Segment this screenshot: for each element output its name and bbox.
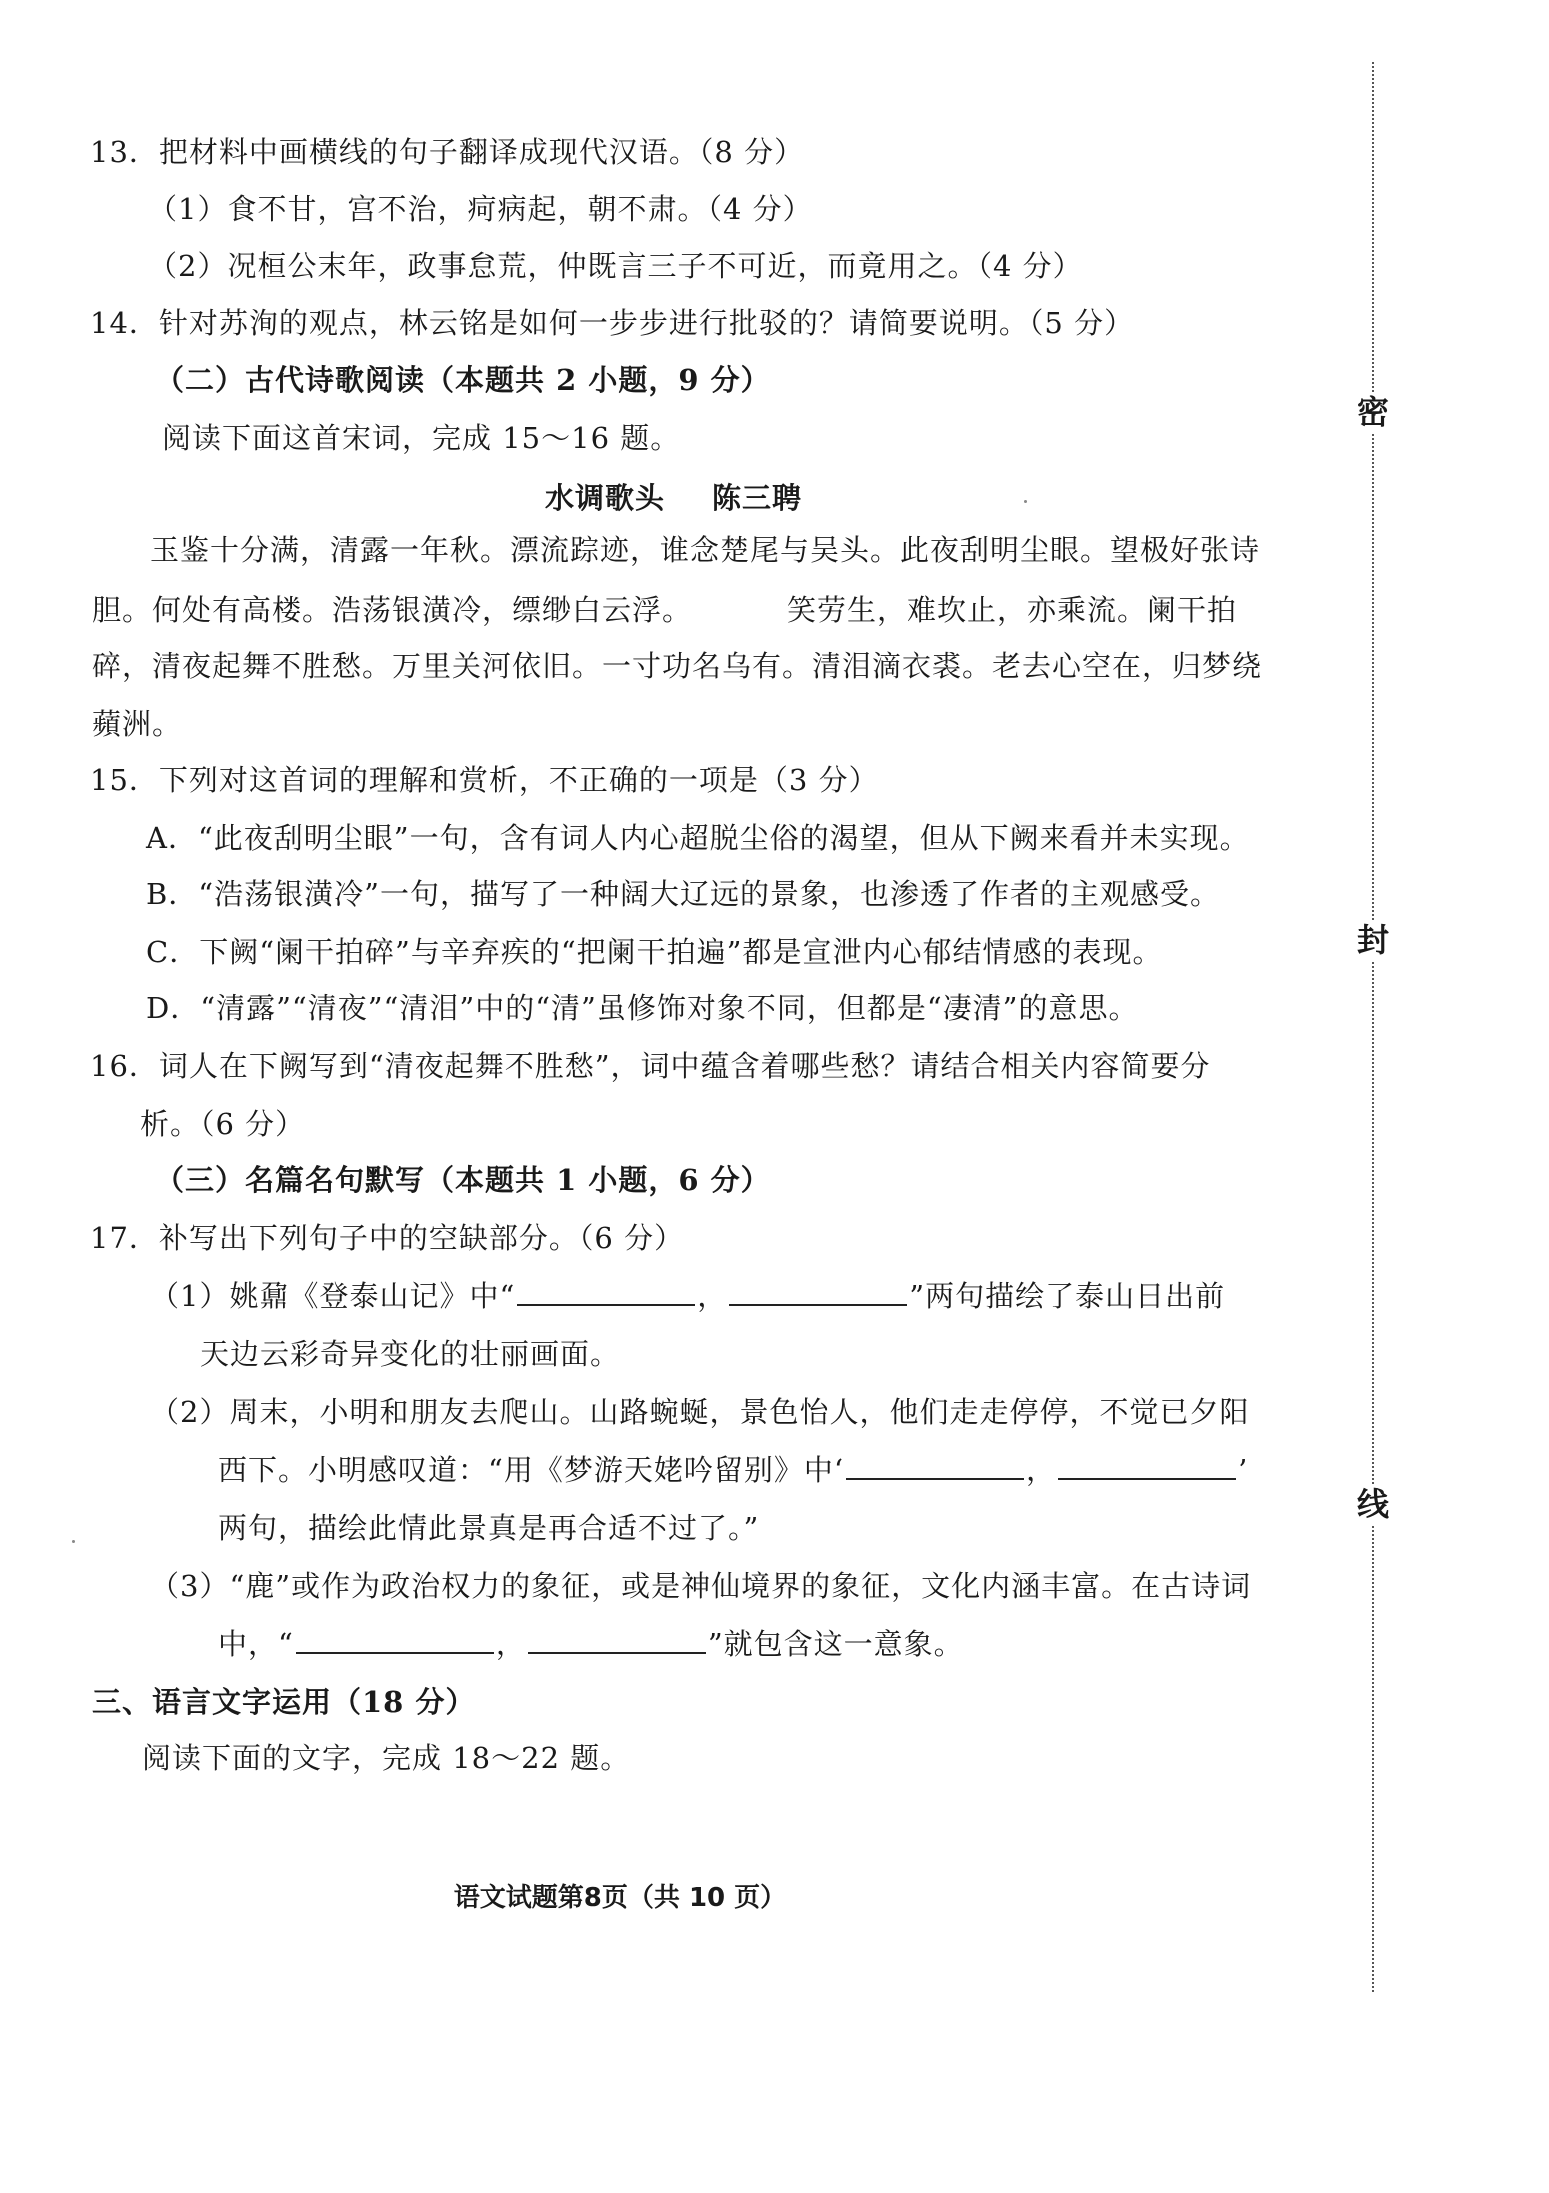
answer-blank[interactable] [1058, 1452, 1236, 1480]
q17-part-1 [150, 1276, 1225, 1316]
q17-part-1-tail: ”两句描绘了泰山日出前 [909, 1279, 1226, 1313]
answer-blank[interactable] [528, 1626, 706, 1654]
q13-stem: 13．把材料中画横线的句子翻译成现代汉语。（8 分） [90, 135, 805, 169]
poem-line-1: 玉鉴十分满，清露一年秋。漂流踪迹，谁念楚尾与吴头。此夜刮明尘眼。望极好张诗 [150, 533, 1261, 567]
answer-blank[interactable] [296, 1626, 494, 1654]
poem-line-2a: 胆。何处有高楼。浩荡银潢冷，缥缈白云浮。 [92, 593, 693, 627]
binding-cut-line [1372, 62, 1374, 1992]
q16-stem-cont: 析。（6 分） [140, 1107, 306, 1141]
q17-part-3-text: 中，“ [218, 1627, 294, 1661]
q17-part-3-sep: ， [495, 1627, 526, 1661]
q13-part-2: （2）况桓公末年，政事怠荒，仲既言三子不可近，而竟用之。（4 分） [148, 249, 1083, 283]
q17-part-2-close: ’ [1238, 1453, 1249, 1487]
poem-line-4: 蘋洲。 [92, 707, 183, 741]
q15-option-d: D．“清露”“清夜”“清泪”中的“清”虽修饰对象不同，但都是“凄清”的意思。 [146, 991, 1139, 1025]
scan-speck [1024, 500, 1027, 503]
q17-stem: 17．补写出下列句子中的空缺部分。（6 分） [90, 1221, 685, 1255]
q17-part-3-tail: ”就包含这一意象。 [707, 1627, 964, 1661]
section2-intro: 阅读下面这首宋词，完成 15～16 题。 [162, 421, 681, 455]
q15-option-a: A．“此夜刮明尘眼”一句，含有词人内心超脱尘俗的渴望，但从下阙来看并未实现。 [146, 821, 1250, 855]
page-footer: 语文试题第8页（共 10 页） [453, 1883, 787, 1913]
poem-author: 陈三聘 [712, 481, 803, 515]
section3-heading: （三）名篇名句默写（本题共 1 小题，6 分） [155, 1163, 771, 1197]
q17-part-3: （3）“鹿”或作为政治权力的象征，或是神仙境界的象征，文化内涵丰富。在古诗词 [150, 1569, 1252, 1603]
q15-stem: 15．下列对这首词的理解和赏析，不正确的一项是（3 分） [90, 763, 879, 797]
binding-label-line: 线 [1356, 1485, 1389, 1523]
section2-heading: （二）古代诗歌阅读（本题共 2 小题，9 分） [155, 363, 771, 397]
answer-blank[interactable] [517, 1278, 695, 1306]
q15-option-b: B．“浩荡银潢冷”一句，描写了一种阔大辽远的景象，也渗透了作者的主观感受。 [146, 877, 1220, 911]
poem-line-2b: 笑劳生，难坎止，亦乘流。阑干拍 [787, 593, 1238, 627]
q17-part-2: （2）周末，小明和朋友去爬山。山路蜿蜒，景色怡人，他们走走停停，不觉已夕阳 [150, 1395, 1250, 1429]
q13-part-1: （1）食不甘，宫不治，疴病起，朝不肃。（4 分） [148, 192, 813, 226]
binding-label-seal: 密 [1356, 393, 1389, 431]
q17-part-2-sep: ， [1026, 1453, 1057, 1487]
q17-part-1-cont: 天边云彩奇异变化的壮丽画面。 [200, 1337, 621, 1371]
answer-blank[interactable] [729, 1278, 907, 1306]
part3-intro: 阅读下面的文字，完成 18～22 题。 [142, 1741, 631, 1775]
poem-title: 水调歌头 [545, 481, 666, 515]
poem-line-3: 碎，清夜起舞不胜愁。万里关河依旧。一寸功名乌有。清泪滴衣裘。老去心空在，归梦绕 [92, 649, 1263, 683]
q17-part-2-end: 两句，描绘此情此景真是再合适不过了。” [218, 1511, 760, 1545]
q15-option-c: C．下阙“阑干拍碎”与辛弃疾的“把阑干拍遍”都是宣泄内心郁结情感的表现。 [146, 935, 1163, 969]
scan-speck [72, 1540, 75, 1543]
q17-part-1-sep: ， [697, 1279, 728, 1313]
q14-stem: 14．针对苏洵的观点，林云铭是如何一步步进行批驳的？请简要说明。（5 分） [90, 306, 1135, 340]
answer-blank[interactable] [846, 1452, 1024, 1480]
q17-part-1-text: （1）姚鼐《登泰山记》中“ [150, 1279, 516, 1313]
q17-part-2-text: 西下。小明感叹道：“用《梦游天姥吟留别》中‘ [218, 1453, 845, 1487]
q17-part-2-cont [218, 1450, 1248, 1490]
q17-part-3-cont [218, 1624, 964, 1664]
part3-heading: 三、语言文字运用（18 分） [92, 1685, 476, 1719]
binding-label-seal-2: 封 [1356, 921, 1389, 959]
q16-stem: 16．词人在下阙写到“清夜起舞不胜愁”，词中蕴含着哪些愁？请结合相关内容简要分 [90, 1049, 1211, 1083]
poem-line-2 [92, 590, 1237, 630]
